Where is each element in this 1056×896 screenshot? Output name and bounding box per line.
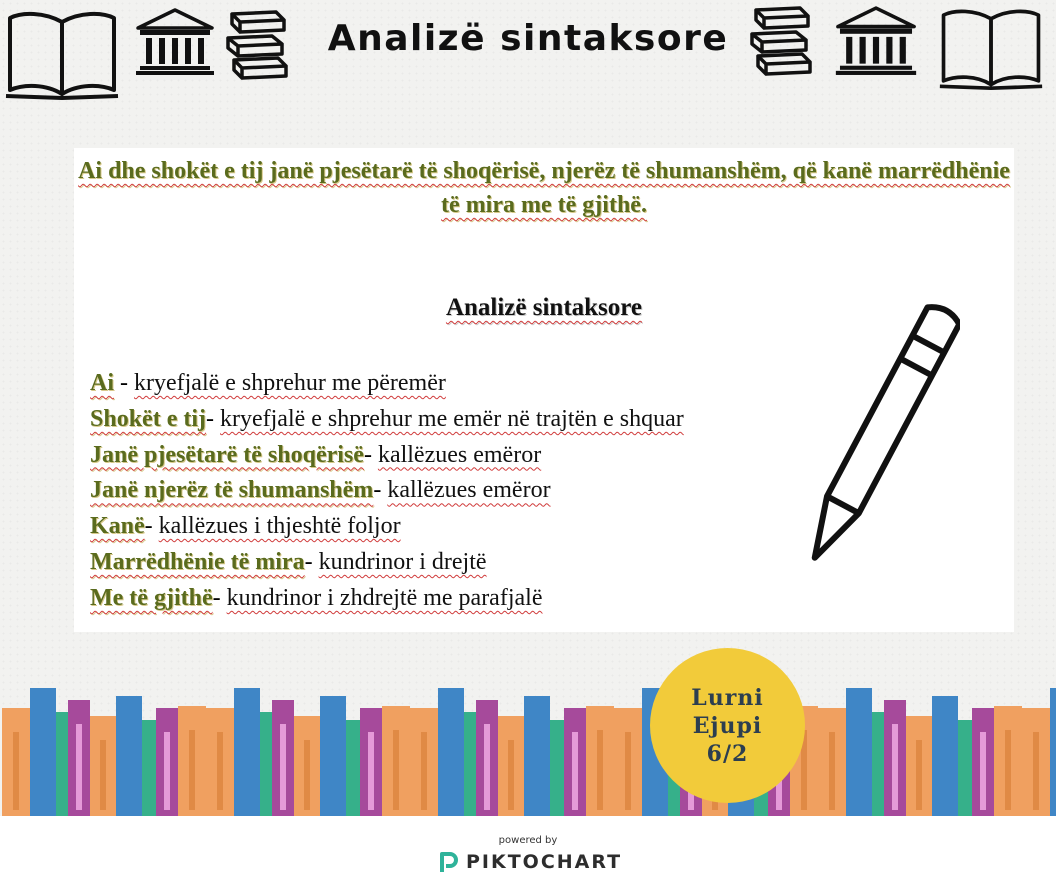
footer xyxy=(0,816,1056,896)
analysis-term: Marrëdhënie të mira xyxy=(90,548,305,575)
separator: - xyxy=(363,441,378,468)
list-item xyxy=(90,509,684,545)
analysis-definition: kundrinor i zhdrejtë me parafjalë xyxy=(226,584,543,611)
book-spine xyxy=(958,720,972,816)
book-spine-stripe xyxy=(13,732,19,810)
powered-by-label: powered by xyxy=(498,835,558,846)
separator: - xyxy=(373,477,388,504)
book-spine xyxy=(550,720,564,816)
book-spine xyxy=(56,712,68,816)
book-spine-stripe xyxy=(217,732,223,810)
separator: - xyxy=(212,584,227,611)
book-spine xyxy=(30,688,56,816)
separator: - xyxy=(304,548,319,575)
book-spine-stripe xyxy=(393,730,399,810)
book-spine-stripe xyxy=(980,732,986,810)
analysis-list xyxy=(90,366,684,617)
book-spine xyxy=(464,712,476,816)
book-spine-stripe xyxy=(572,732,578,810)
author-badge xyxy=(650,648,805,803)
book-stack-icon xyxy=(748,4,814,78)
book-spine xyxy=(932,696,958,816)
separator: - xyxy=(114,370,134,396)
open-book-icon xyxy=(938,6,1044,90)
author-last-name: Ejupi xyxy=(692,712,763,739)
book-spine-stripe xyxy=(484,724,490,810)
book-spine-stripe xyxy=(597,730,603,810)
book-spine-stripe xyxy=(1033,732,1039,810)
book-spine xyxy=(1050,688,1056,816)
book-spine-stripe xyxy=(508,740,514,810)
book-spine xyxy=(234,688,260,816)
list-item xyxy=(90,473,684,509)
analysis-term: Shokët e tij xyxy=(90,405,206,432)
book-spine xyxy=(116,696,142,816)
author-class: 6/2 xyxy=(706,740,749,767)
separator: - xyxy=(206,405,220,432)
analysis-definition: kryefjalë e shprehur me emër në trajtën e shquar xyxy=(220,405,684,432)
list-item xyxy=(90,545,684,581)
book-spine-stripe xyxy=(76,724,82,810)
analysis-definition: kallëzues emëror xyxy=(387,477,551,504)
piktochart-logo-icon xyxy=(438,850,460,874)
analysis-term: Ai xyxy=(90,370,114,396)
book-spine xyxy=(524,696,550,816)
author-first-name: Lurni xyxy=(691,684,764,711)
book-spine-stripe xyxy=(368,732,374,810)
book-spine xyxy=(438,688,464,816)
analysis-term: Kanë xyxy=(90,513,145,540)
separator: - xyxy=(144,513,159,540)
book-spine-stripe xyxy=(892,724,898,810)
book-spine-stripe xyxy=(1005,730,1011,810)
list-item xyxy=(90,366,684,402)
analysis-definition: kryefjalë e shprehur me përemër xyxy=(134,370,446,396)
museum-icon xyxy=(830,6,922,76)
analysis-term: Janë njerëz të shumanshëm xyxy=(90,477,374,504)
analysis-heading: Analizë sintaksore xyxy=(445,294,643,321)
analysis-definition: kundrinor i drejtë xyxy=(318,548,487,575)
sentence-line-1: Ai dhe shokët e tij janë pjesëtarë të shoqërisë, njerëz të shumanshëm, që kanë marrëdhënie xyxy=(78,158,1010,184)
book-spine xyxy=(320,696,346,816)
list-item xyxy=(90,438,684,474)
book-spine xyxy=(872,712,884,816)
book-spine xyxy=(260,712,272,816)
book-spine xyxy=(846,688,872,816)
book-spine-stripe xyxy=(829,732,835,810)
page-title: Analizë sintaksore xyxy=(327,18,729,59)
list-item xyxy=(90,402,684,438)
analysis-definition: kallëzues i thjeshtë foljor xyxy=(158,513,401,540)
analysis-term: Janë pjesëtarë të shoqërisë xyxy=(90,441,364,468)
book-spine-stripe xyxy=(916,740,922,810)
book-spine-stripe xyxy=(421,732,427,810)
analysis-card xyxy=(74,148,1014,632)
pencil-icon xyxy=(800,292,960,578)
piktochart-brand: PIKTOCHART xyxy=(466,851,623,873)
analysis-term: Me të gjithë xyxy=(90,584,213,611)
book-spine-stripe xyxy=(280,724,286,810)
book-spine-stripe xyxy=(304,740,310,810)
list-item xyxy=(90,581,684,617)
book-spine-stripe xyxy=(100,740,106,810)
bookshelf-decoration xyxy=(0,680,1056,816)
book-spine-stripe xyxy=(189,730,195,810)
book-spine-stripe xyxy=(164,732,170,810)
sentence-line-2: të mira me të gjithë. xyxy=(441,192,647,218)
piktochart-logo[interactable] xyxy=(438,850,622,874)
book-spine xyxy=(346,720,360,816)
book-spine-stripe xyxy=(625,732,631,810)
analysis-definition: kallëzues emëror xyxy=(377,441,542,468)
book-spine xyxy=(142,720,156,816)
